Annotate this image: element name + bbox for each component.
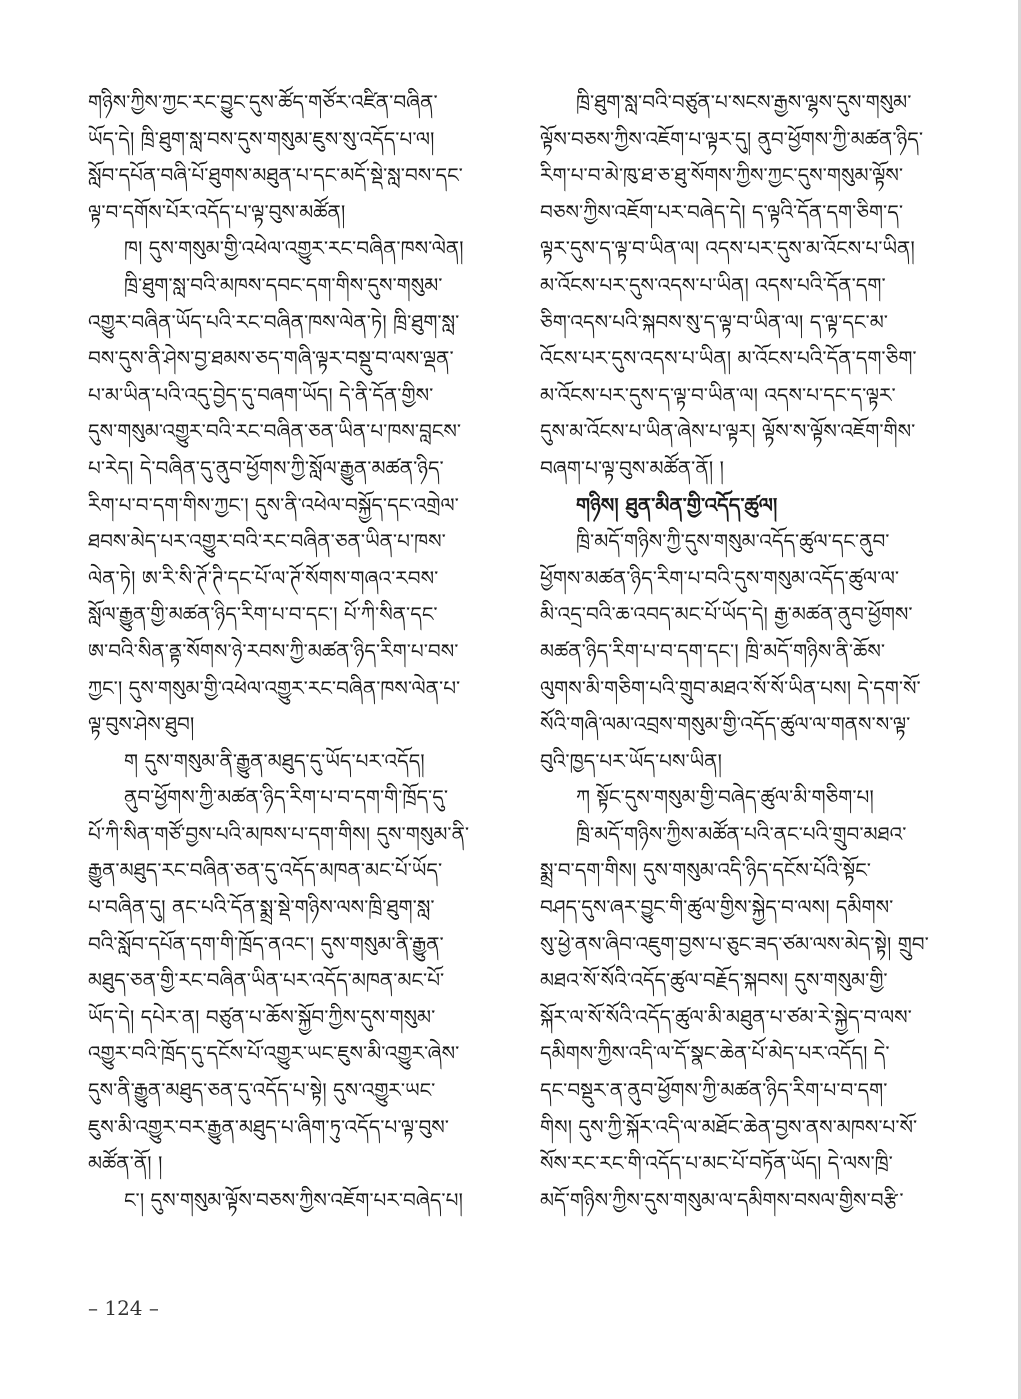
text-line: ཅིག་འདས་པའི་སྐབས་སུ་ད་ལྟ་བ་ཡིན་ལ། ད་ལྟ་དང་མ་ (540, 309, 888, 334)
text-line: ལྟར་དུས་ད་ལྟ་བ་ཡིན་ལ། འདས་པར་དུས་མ་འོངས་པ་ཡིན། (540, 236, 915, 261)
text-line: རིག་པ་བ་མེ་ཁུ་ཐ་ཅ་ཐུ་སོགས་ཀྱིས་ཀྱང་དུས་གསུམ་ལྟོས་ (540, 163, 904, 188)
text-line: འགྱུར་བཞིན་ཡོད་པའི་རང་བཞིན་ཁས་ལེན་ཏེ། ཁྲི་ཐུག་སླ་ (88, 309, 460, 334)
text-line: ཀྱང་། དུས་གསུམ་གྱི་འཕེལ་འགྱུར་རང་བཞིན་ཁས་ལེན་པ་ (88, 675, 461, 700)
text-line: སློབ་དཔོན་བཞི་པོ་ཐུགས་མཐུན་པ་དང་མདོ་སྡེ་སླ་བས་དང་ (88, 163, 463, 188)
text-line: ནུབ་ཕྱོགས་ཀྱི་མཚན་ཉིད་རིག་པ་བ་དག་གི་ཁྲོད་དུ་ (124, 785, 449, 810)
text-line: བུའི་ཁྱད་པར་ཡོད་པས་ཡིན། (540, 748, 722, 773)
text-line: ཁྲི་མདོ་གཉིས་ཀྱི་དུས་གསུམ་འདོད་ཚུལ་དང་ནུབ་ (576, 529, 890, 554)
text-line: པོ་ཀི་སིན་གཙོ་བྱས་པའི་མཁས་པ་དག་གིས། དུས་གསུམ་ནི་ (88, 821, 470, 846)
text-line: ཁྲི་ཐུག་སླ་བའི་མཁས་དབང་དག་གིས་དུས་གསུམ་ (124, 272, 443, 297)
text-line: སོའི་གཞི་ལམ་འབྲས་གསུམ་གྱི་འདོད་ཚུལ་ལ་གནས་ས་ལྟ་ (540, 712, 911, 737)
text-line: དུས་ནི་རྒྱུན་མཐུད་ཅན་དུ་འདོད་པ་སྟེ། དུས་འགྱུར་ཡང་ (88, 1078, 436, 1103)
text-line: ང་། དུས་གསུམ་ལྟོས་བཅས་ཀྱིས་འཇོག་པར་བཞེད་པ། (124, 1187, 463, 1212)
text-line: བཞག་པ་ལྟ་བུས་མཚོན་ནོ། ། (540, 455, 724, 480)
text-line: སྐོར་ལ་སོ་སོའི་འདོད་ཚུལ་མི་མཐུན་པ་ཙམ་རེ་སྐྱེད་བ་ལས་ (540, 1004, 912, 1029)
text-line: ལྟོས་བཅས་ཀྱིས་འཇོག་པ་ལྟར་དུ། ནུབ་ཕྱོགས་ཀྱི་མཚན་ཉིད་ (540, 126, 924, 151)
text-line: པ་བཞིན་དུ། ནང་པའི་དོན་སྨྲ་སྡེ་གཉིས་ལས་ཁྲི་ཐུག་སླ་ (88, 895, 435, 920)
text-line: ཐབས་མེད་པར་འགྱུར་བའི་རང་བཞིན་ཅན་ཡིན་པ་ཁས་ (88, 529, 446, 554)
text-line: གཉིས་ཀྱིས་ཀྱང་རང་བྱུང་དུས་ཚོད་གཙོར་འཛིན་བཞིན་ (88, 90, 438, 114)
text-line: ལྟ་བུས་ཤེས་ཐུབ། (88, 712, 195, 737)
text-line: དང་བསྡུར་ན་ནུབ་ཕྱོགས་ཀྱི་མཚན་ཉིད་རིག་པ་བ་དག་ (540, 1078, 888, 1103)
text-line: མཚོན་ནོ། ། (88, 1151, 163, 1176)
text-line: མ་འོངས་པར་དུས་འདས་པ་ཡིན། འདས་པའི་དོན་དག་ (540, 272, 886, 297)
text-line: ག དུས་གསུམ་ནི་རྒྱུན་མཐུད་དུ་ཡོད་པར་འདོད། (124, 748, 425, 773)
text-line: ཡོད་དེ། དཔེར་ན། བཙུན་པ་ཆོས་སྐྱོབ་ཀྱིས་དུས་གསུམ་ (88, 1004, 436, 1029)
text-line: རྒྱུན་མཐུད་རང་བཞིན་ཅན་དུ་འདོད་མཁན་མང་པོ་ཡོད་ (88, 858, 443, 883)
page-number: – 124 – (88, 1296, 159, 1320)
text-line: མཐའ་སོ་སོའི་འདོད་ཚུལ་བརྗོད་སྐབས། དུས་གསུམ་གྱི་ (540, 968, 888, 993)
text-line: ཁ། དུས་གསུམ་གྱི་འཕེལ་འགྱུར་རང་བཞིན་ཁས་ལེན། (124, 236, 464, 261)
text-line: བའི་སློབ་དཔོན་དག་གི་ཁྲོད་ནའང་། དུས་གསུམ་ནི་རྒྱུན་ (88, 931, 444, 956)
text-line: བཅས་ཀྱིས་འཇོག་པར་བཞེད་དེ། ད་ལྟའི་དོན་དག་ཅིག་ད་ (540, 199, 904, 224)
text-line: ལུགས་མི་གཅིག་པའི་གྲུབ་མཐའ་སོ་སོ་ཡིན་པས། དེ་དག་སོ་ (540, 675, 921, 700)
text-line: དུས་མ་འོངས་པ་ཡིན་ཞེས་པ་ལྟར། ལྟོས་ས་ལྟོས་འཇོག་གིས་ (540, 419, 916, 444)
text-line: གིས། དུས་ཀྱི་སྐོར་འདི་ལ་མཐོང་ཆེན་བྱས་ནས་མཁས་པ་སོ་ (540, 1114, 918, 1139)
text-line: ཀ སྟོང་དུས་གསུམ་གྱི་བཞེད་ཚུལ་མི་གཅིག་པ། (576, 785, 874, 810)
text-line: དམིགས་ཀྱིས་འདི་ལ་དོ་སྣང་ཆེན་པོ་མེད་པར་འདོད། དེ་ (540, 1041, 890, 1066)
text-line: ཨ་བའི་སིན་ནྟ་སོགས་ཉེ་རབས་ཀྱི་མཚན་ཉིད་རིག་པ་བས་ (88, 638, 459, 663)
text-line: བས་དུས་ནི་ཤེས་བྱ་ཐམས་ཅད་གཞི་ལྟར་བསྡུ་བ་ལས་ལྡན་ (88, 346, 454, 371)
text-line: ལྟ་བ་དགོས་པོར་འདོད་པ་ལྟ་བུས་མཚོན། (88, 199, 346, 224)
text-line: པ་རེད། དེ་བཞིན་དུ་ནུབ་ཕྱོགས་ཀྱི་སློལ་རྒྱུན་མཚན་ཉིད་ (88, 455, 444, 480)
text-line: མཚན་ཉིད་རིག་པ་བ་དག་དང་། ཁྲི་མདོ་གཉིས་ནི་ཆོས་ (540, 638, 886, 663)
text-line: ཡོད་དེ། ཁྲི་ཐུག་སླ་བས་དུས་གསུམ་ཇུས་སུ་འདོད་པ་ལ། (88, 126, 435, 151)
text-line: སྨྲ་བ་དག་གིས། དུས་གསུམ་འདི་ཉིད་དངོས་པོའི་སྟོང་ (540, 858, 871, 883)
text-line: དུས་གསུམ་འགྱུར་བའི་རང་བཞིན་ཅན་ཡིན་པ་ཁས་བླངས་ (88, 419, 462, 444)
left-text-column (88, 84, 480, 1218)
text-line: ལེན་ཏེ། ཨ་རི་སི་ཊོ་ཊི་དང་པོ་ལ་ཊོ་སོགས་གཞའ་རབས་ (88, 565, 439, 590)
right-text-column (540, 84, 932, 1218)
text-line: འགྱུར་བའི་ཁྲོད་དུ་དངོས་པོ་འགྱུར་ཡང་ཇུས་མི་འགྱུར་ཞེས་ (88, 1041, 460, 1066)
text-line: འོངས་པར་དུས་འདས་པ་ཡིན། མ་འོངས་པའི་དོན་དག་ཅིག་ (540, 346, 917, 371)
text-line: མདོ་གཉིས་ཀྱིས་དུས་གསུམ་ལ་དམིགས་བསལ་གྱིས་བརྩི་ (540, 1187, 904, 1212)
text-line: མཐུད་ཅན་གྱི་རང་བཞིན་ཡིན་པར་འདོད་མཁན་མང་པོ་ (88, 968, 445, 993)
text-line: ཕྱོགས་མཚན་ཉིད་རིག་པ་བའི་དུས་གསུམ་འདོད་ཚུལ་ལ་ (540, 565, 900, 590)
text-line: རིག་པ་བ་དག་གིས་ཀྱང་། དུས་ནི་འཕེལ་བསྐྱོད་དང་འགྲེལ་ (88, 492, 459, 517)
text-line: པ་མ་ཡིན་པའི་འདུ་བྱེད་དུ་བཞག་ཡོད། དེ་ནི་དོན་གྱིས་ (88, 382, 434, 407)
text-line: ཁྲི་མདོ་གཉིས་ཀྱིས་མཚོན་པའི་ནང་པའི་གྲུབ་མཐའ་ (576, 821, 907, 846)
text-line: མི་འདྲ་བའི་ཆ་འབད་མང་པོ་ཡོད་དེ། རྒྱ་མཚན་ནུབ་ཕྱོགས་ (540, 602, 913, 627)
section-heading: གཉིས། ཐུན་མིན་གྱི་འདོད་ཚུལ། (576, 492, 778, 517)
text-line: ཁྲི་ཐུག་སླ་བའི་བཙུན་པ་སངས་རྒྱས་ལྷས་དུས་གསུམ་ (576, 90, 912, 114)
text-line: ཇུས་མི་འགྱུར་བར་རྒྱུན་མཐུད་པ་ཞིག་ཏུ་འདོད་པ་ལྟ་བུས་ (88, 1114, 449, 1139)
text-line: མ་འོངས་པར་དུས་ད་ལྟ་བ་ཡིན་ལ། འདས་པ་དང་ད་ལྟར་ (540, 382, 896, 407)
text-line: བཤད་དུས་ཞར་བྱུང་གི་ཚུལ་གྱིས་སྐྱེད་བ་ལས། དམིགས་ (540, 895, 894, 920)
text-line: སོས་རང་རང་གི་འདོད་པ་མང་པོ་བཏོན་ཡོད། དེ་ལས་ཁྲི་ (540, 1151, 893, 1176)
text-line: སློལ་རྒྱུན་གྱི་མཚན་ཉིད་རིག་པ་བ་དང་། པོ་ཀི་སིན་དང་ (88, 602, 438, 627)
text-line: སུ་ཕྱེ་ནས་ཞིབ་འཇུག་བྱས་པ་ཅུང་ཟད་ཙམ་ལས་མེད་སྟེ། གྲུབ་ (540, 931, 929, 956)
